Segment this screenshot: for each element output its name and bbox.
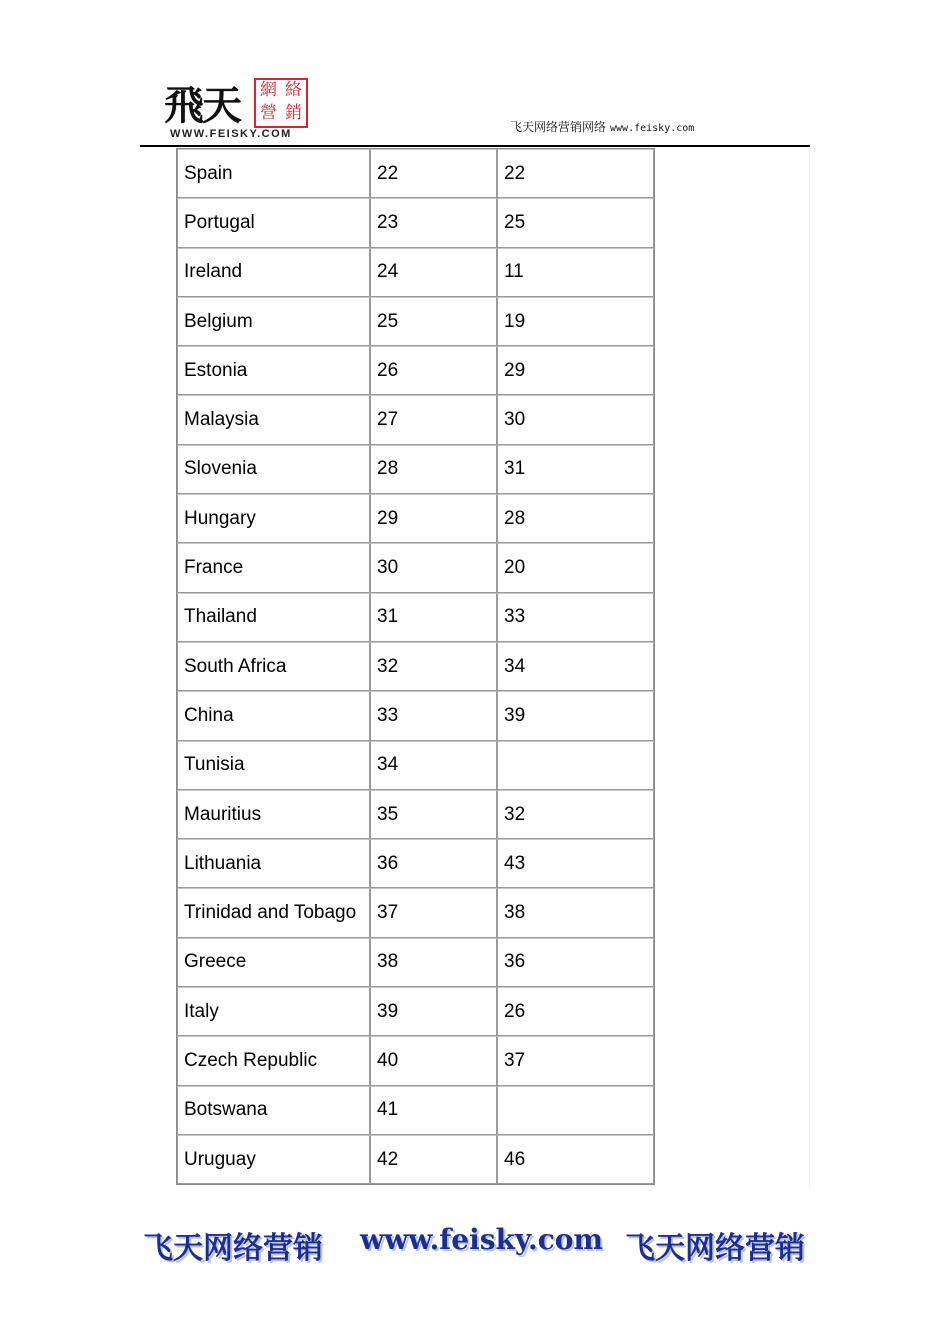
- page-header: [140, 60, 810, 148]
- table-row: [177, 1036, 654, 1085]
- table-row: [177, 149, 654, 198]
- table-row: [177, 395, 654, 444]
- page-footer: [143, 1223, 813, 1269]
- logo-url: WWW.FEISKY.COM: [170, 128, 292, 140]
- table-row: [177, 938, 654, 987]
- footer-brand-left: 飞天网络营销: [143, 1231, 323, 1266]
- country-cell: Hungary: [177, 494, 370, 543]
- country-cell: Lithuania: [177, 839, 370, 888]
- previous-rank-cell: [497, 1086, 654, 1135]
- country-cell: Portugal: [177, 198, 370, 247]
- previous-rank-cell: 29: [497, 346, 654, 395]
- rank-cell: 25: [370, 297, 497, 346]
- logo-calligraphy: 飛天: [164, 82, 240, 129]
- previous-rank-cell: 38: [497, 888, 654, 937]
- rank-cell: 22: [370, 149, 497, 198]
- country-cell: Estonia: [177, 346, 370, 395]
- previous-rank-cell: 34: [497, 642, 654, 691]
- rank-cell: 30: [370, 543, 497, 592]
- seal-char: 絡: [285, 80, 302, 100]
- header-divider: [140, 145, 810, 147]
- rank-cell: 29: [370, 494, 497, 543]
- feisky-logo: [150, 68, 320, 140]
- table-row: [177, 543, 654, 592]
- rank-cell: 37: [370, 888, 497, 937]
- footer-url-link[interactable]: www.feisky.com: [360, 1223, 604, 1256]
- seal-char: 銷: [285, 103, 302, 123]
- footer-brand-right: 飞天网络营销: [625, 1231, 805, 1266]
- table-row: [177, 198, 654, 247]
- table-row: [177, 494, 654, 543]
- table-row: [177, 445, 654, 494]
- rank-cell: 39: [370, 987, 497, 1036]
- country-cell: Uruguay: [177, 1135, 370, 1184]
- table-row: [177, 839, 654, 888]
- previous-rank-cell: [497, 741, 654, 790]
- previous-rank-cell: 37: [497, 1036, 654, 1085]
- country-cell: Ireland: [177, 248, 370, 297]
- rank-cell: 41: [370, 1086, 497, 1135]
- table-row: [177, 691, 654, 740]
- rank-cell: 34: [370, 741, 497, 790]
- header-site-text: [510, 118, 694, 135]
- seal-char: 營: [260, 103, 277, 123]
- table-row: [177, 248, 654, 297]
- country-cell: Italy: [177, 987, 370, 1036]
- rank-cell: 27: [370, 395, 497, 444]
- rank-cell: 35: [370, 790, 497, 839]
- country-cell: France: [177, 543, 370, 592]
- previous-rank-cell: 33: [497, 593, 654, 642]
- site-url-link[interactable]: www.feisky.com: [610, 123, 695, 134]
- previous-rank-cell: 11: [497, 248, 654, 297]
- country-cell: China: [177, 691, 370, 740]
- seal-char: 網: [260, 80, 277, 100]
- table-row: [177, 346, 654, 395]
- table-row: [177, 888, 654, 937]
- previous-rank-cell: 26: [497, 987, 654, 1036]
- rank-cell: 36: [370, 839, 497, 888]
- table-row: [177, 1086, 654, 1135]
- previous-rank-cell: 20: [497, 543, 654, 592]
- rank-cell: 33: [370, 691, 497, 740]
- table-row: [177, 1135, 654, 1184]
- rank-cell: 23: [370, 198, 497, 247]
- country-cell: Belgium: [177, 297, 370, 346]
- rank-cell: 26: [370, 346, 497, 395]
- previous-rank-cell: 19: [497, 297, 654, 346]
- country-cell: Spain: [177, 149, 370, 198]
- country-cell: Slovenia: [177, 445, 370, 494]
- previous-rank-cell: 46: [497, 1135, 654, 1184]
- country-cell: Tunisia: [177, 741, 370, 790]
- country-cell: Mauritius: [177, 790, 370, 839]
- rank-cell: 32: [370, 642, 497, 691]
- previous-rank-cell: 22: [497, 149, 654, 198]
- rank-cell: 40: [370, 1036, 497, 1085]
- right-margin-line: [809, 148, 810, 1188]
- previous-rank-cell: 36: [497, 938, 654, 987]
- rank-cell: 24: [370, 248, 497, 297]
- previous-rank-cell: 25: [497, 198, 654, 247]
- country-cell: South Africa: [177, 642, 370, 691]
- country-cell: Czech Republic: [177, 1036, 370, 1085]
- table-row: [177, 741, 654, 790]
- country-cell: Malaysia: [177, 395, 370, 444]
- country-cell: Greece: [177, 938, 370, 987]
- table-row: [177, 593, 654, 642]
- previous-rank-cell: 30: [497, 395, 654, 444]
- site-name: 飞天网络营销网络: [510, 120, 607, 134]
- previous-rank-cell: 28: [497, 494, 654, 543]
- table-row: [177, 987, 654, 1036]
- previous-rank-cell: 43: [497, 839, 654, 888]
- country-ranking-table: [176, 148, 655, 1185]
- rank-cell: 31: [370, 593, 497, 642]
- previous-rank-cell: 39: [497, 691, 654, 740]
- rank-cell: 42: [370, 1135, 497, 1184]
- logo-seal: [254, 78, 308, 128]
- rank-cell: 38: [370, 938, 497, 987]
- country-cell: Botswana: [177, 1086, 370, 1135]
- table-row: [177, 790, 654, 839]
- country-cell: Trinidad and Tobago: [177, 888, 370, 937]
- country-cell: Thailand: [177, 593, 370, 642]
- table-row: [177, 297, 654, 346]
- table-row: [177, 642, 654, 691]
- previous-rank-cell: 31: [497, 445, 654, 494]
- previous-rank-cell: 32: [497, 790, 654, 839]
- rank-cell: 28: [370, 445, 497, 494]
